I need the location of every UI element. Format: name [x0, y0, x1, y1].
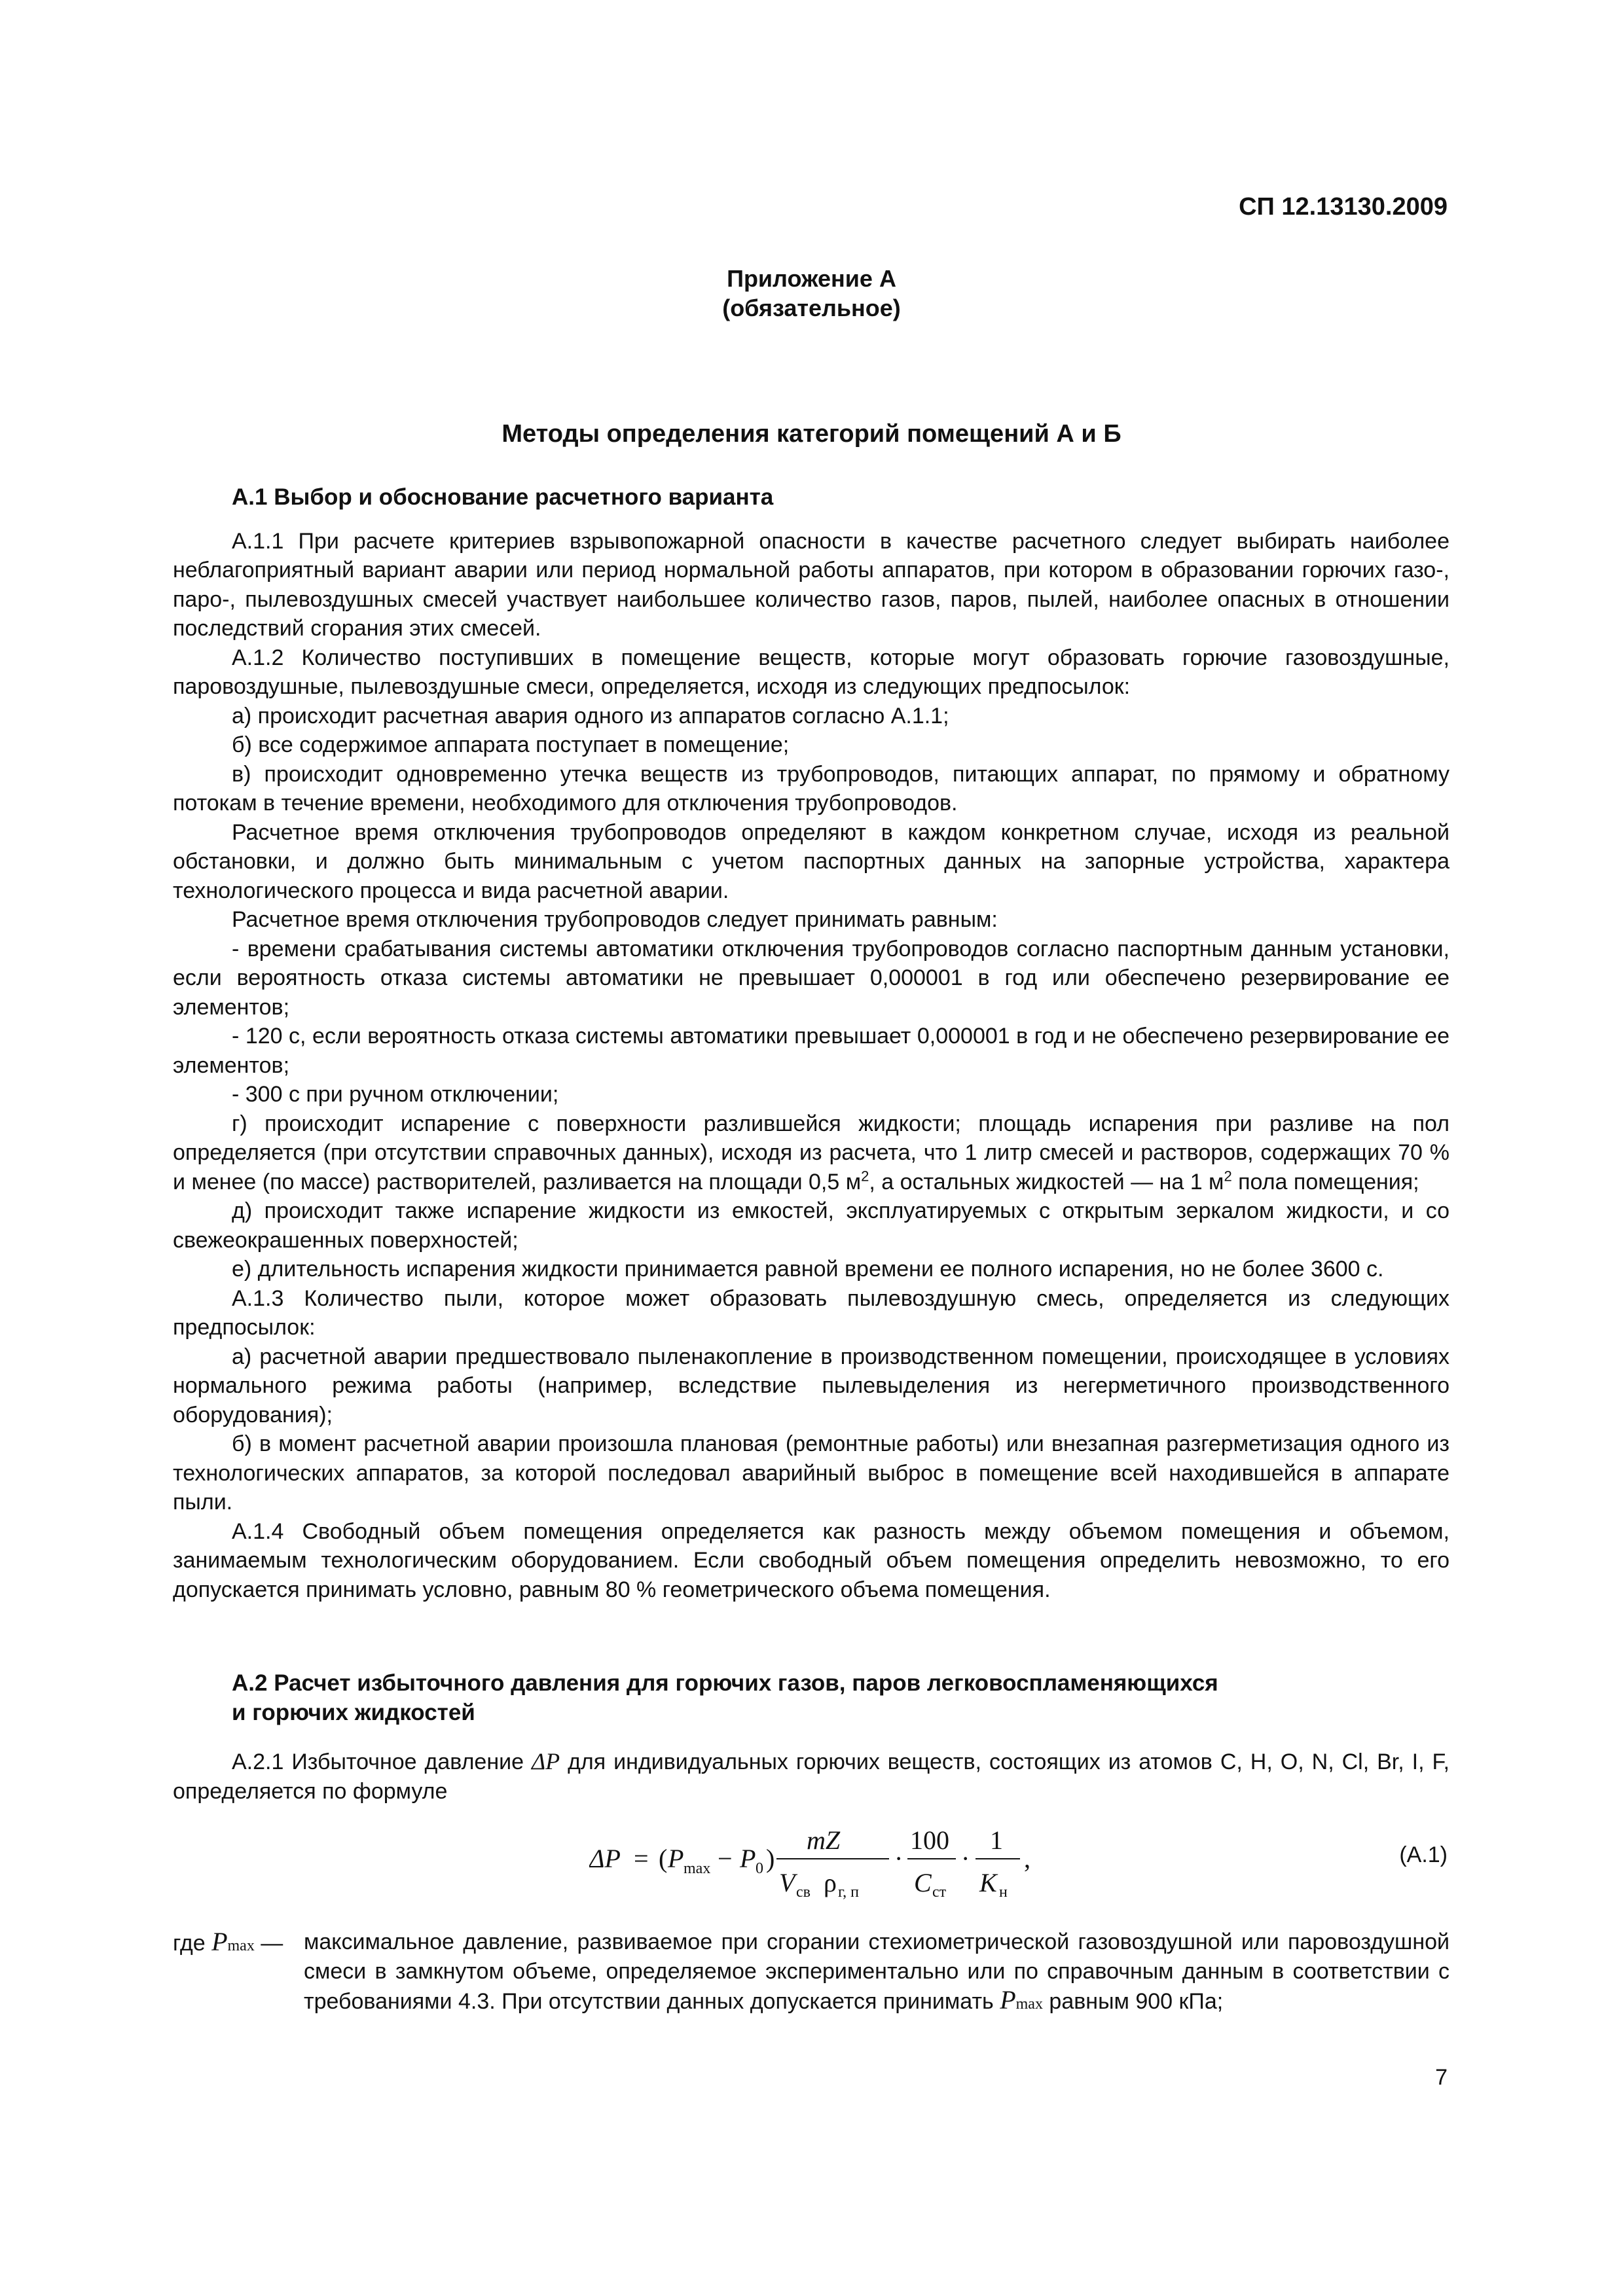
paragraph: - времени срабатывания системы автоматики отключения трубопроводов согласно паспортным данным установки, если вероятность отказа системы автоматики не превышает 0,000001 в год или обеспечено резервирование ее элементов;: [173, 936, 1450, 1020]
formula-delta-p: ΔP: [589, 1844, 621, 1873]
page-number: 7: [1435, 2065, 1448, 2090]
section-a1-paragraphs-after: [173, 1196, 1450, 1604]
formula-p0: P: [740, 1844, 756, 1873]
paragraph: - 300 с при ручном отключении;: [232, 1082, 559, 1107]
section-heading-a2: А.2 Расчет избыточного давления для горючих газов, паров легковоспламеняющихся и горючих жидкостей: [232, 1670, 1218, 1725]
paragraph: б) все содержимое аппарата поступает в помещение;: [232, 732, 790, 757]
paragraph: - 120 с, если вероятность отказа системы автоматики превышает 0,000001 в год и не обеспечено резервирование ее элементов;: [173, 1024, 1450, 1078]
paragraph: а) расчетной аварии предшествовало пыленакопление в производственном помещении, происходящее в условиях нормального режима работы (например, вследствие пылевыделения из негерметичного производственного оборудования);: [173, 1344, 1450, 1427]
formula-dot-2: ·: [961, 1844, 970, 1873]
paragraph: б) в момент расчетной аварии произошла плановая (ремонтные работы) или внезапная разгерметизация одного из технологических аппаратов, за которой последовал аварийный выброс в помещение всей находившейся в аппарате пыли.: [173, 1431, 1450, 1515]
formula-frac2-c: C: [914, 1868, 932, 1897]
section-heading: А.1 Выбор и обоснование расчетного варианта: [232, 484, 774, 510]
formula-close-paren: ): [766, 1844, 775, 1873]
paragraph: а) происходит расчетная авария одного из аппаратов согласно А.1.1;: [232, 703, 949, 728]
formula-svg: [589, 1826, 1061, 1911]
paragraph: А.1.3 Количество пыли, которое может образовать пылевоздушную смесь, определяется из следующих предпосылок:: [173, 1285, 1450, 1340]
paragraph: в) происходит одновременно утечка веществ из трубопроводов, питающих аппарат, по прямому и обратному потокам в течение времени, необходимого для отключения трубопроводов.: [173, 761, 1450, 816]
section-a1: [173, 483, 1450, 1604]
formula-dot-1: ·: [894, 1844, 903, 1873]
formula-frac3-k-sub: н: [999, 1884, 1008, 1901]
formula-frac2-num: 100: [910, 1826, 949, 1855]
paragraph: д) происходит также испарение жидкости из емкостей, эксплуатируемых с открытым зеркалом жидкости, и со свежеокрашенных поверхностей;: [173, 1198, 1450, 1253]
paragraph: А.1.4 Свободный объем помещения определяется как разность между объемом помещения и объемом, занимаемым технологическим оборудованием. Если свободный объем помещения определить невозможно, то его допускается принимать условно, равным 80 % геометрического объема помещения.: [173, 1518, 1450, 1602]
page-title: Методы определения категорий помещений А и Б: [501, 420, 1122, 448]
formula-frac1-rho-sub: г, п: [838, 1884, 859, 1901]
paragraph: Расчетное время отключения трубопроводов определяют в каждом конкретном случае, исходя из реальной обстановки, и должно быть минимальным с учетом паспортных данных на запорные устройства, характера технологического процесса и вида расчетной аварии.: [173, 819, 1450, 903]
formula-pmax-sub: max: [684, 1860, 711, 1877]
delta-p-symbol: ΔP: [531, 1748, 560, 1774]
where-lead: где Pmax —: [173, 1927, 283, 1956]
where-clause: [173, 1928, 1450, 2019]
paragraph: А.1.1 При расчете критериев взрывопожарной опасности в качестве расчетного следует выбирать наиболее неблагоприятный вариант аварии или период нормальной работы аппаратов, при котором в образовании горючих газо-, паро-, пылевоздушных смесей участвует наибольшее количество газов, паров, пылей, наиболее опасных в отношении последствий сгорания этих смесей.: [173, 528, 1450, 641]
formula-frac3-num: 1: [990, 1826, 1003, 1855]
formula-frac1-v-sub: св: [796, 1884, 811, 1901]
formula-frac1-rho: ρ: [824, 1868, 837, 1897]
appendix-status: (обязательное): [722, 295, 901, 321]
formula-a1: [0, 1826, 1623, 1911]
formula-number: (А.1): [1399, 1842, 1448, 1867]
paragraph: Расчетное время отключения трубопроводов следует принимать равным:: [232, 907, 998, 932]
paragraph: е) длительность испарения жидкости принимается равной времени ее полного испарения, но не более 3600 с.: [232, 1257, 1384, 1282]
where-description: максимальное давление, развиваемое при сгорании стехиометрической газовоздушной или паровоздушной смеси в замкнутом объеме, определяемое экспериментально или по справочным данным в соответствии с требованиями 4.3. При отсутствии данных допускается принимать Pmax равным 900 кПа;: [304, 1929, 1450, 2015]
formula-pmax: P: [668, 1844, 684, 1873]
formula-minus: −: [718, 1844, 733, 1873]
paragraph-a21: А.2.1 Избыточное давление ΔP для индивидуальных горючих веществ, состоящих из атомов С, Н, О, N, Cl, Br, I, F, определяется по формуле: [173, 1748, 1450, 1804]
formula-frac3-k: K: [979, 1868, 997, 1897]
formula-p0-sub: 0: [756, 1860, 763, 1877]
formula-frac1-num: mZ: [807, 1826, 841, 1855]
paragraph-g: г) происходит испарение с поверхности разлившейся жидкости; площадь испарения при разливе на пол определяется (при отсутствии справочных данных), исходя из расчета, что 1 литр смесей и растворов, содержащих 70 % и менее (по массе) растворителей, разливается на площади 0,5 $м^2$, а остальных жидкостей — на 1 $м^2$ пола помещения;: [173, 1111, 1450, 1194]
formula-frac1-v: V: [779, 1868, 795, 1897]
paragraph: А.1.2 Количество поступивших в помещение веществ, которые могут образовать горючие газовоздушные, паровоздушные, пылевоздушные смеси, определяется, исходя из следующих предпосылок:: [173, 645, 1450, 699]
section-a1-paragraphs: [173, 527, 1450, 1109]
section-a2: [173, 1669, 1450, 1806]
formula-open-paren: (: [659, 1844, 668, 1873]
formula-frac2-c-sub: ст: [932, 1884, 947, 1901]
document-code: СП 12.13130.2009: [1239, 193, 1448, 221]
formula-comma: ,: [1024, 1844, 1030, 1873]
formula-equals: =: [634, 1844, 649, 1873]
appendix-label: Приложение А: [727, 265, 896, 292]
